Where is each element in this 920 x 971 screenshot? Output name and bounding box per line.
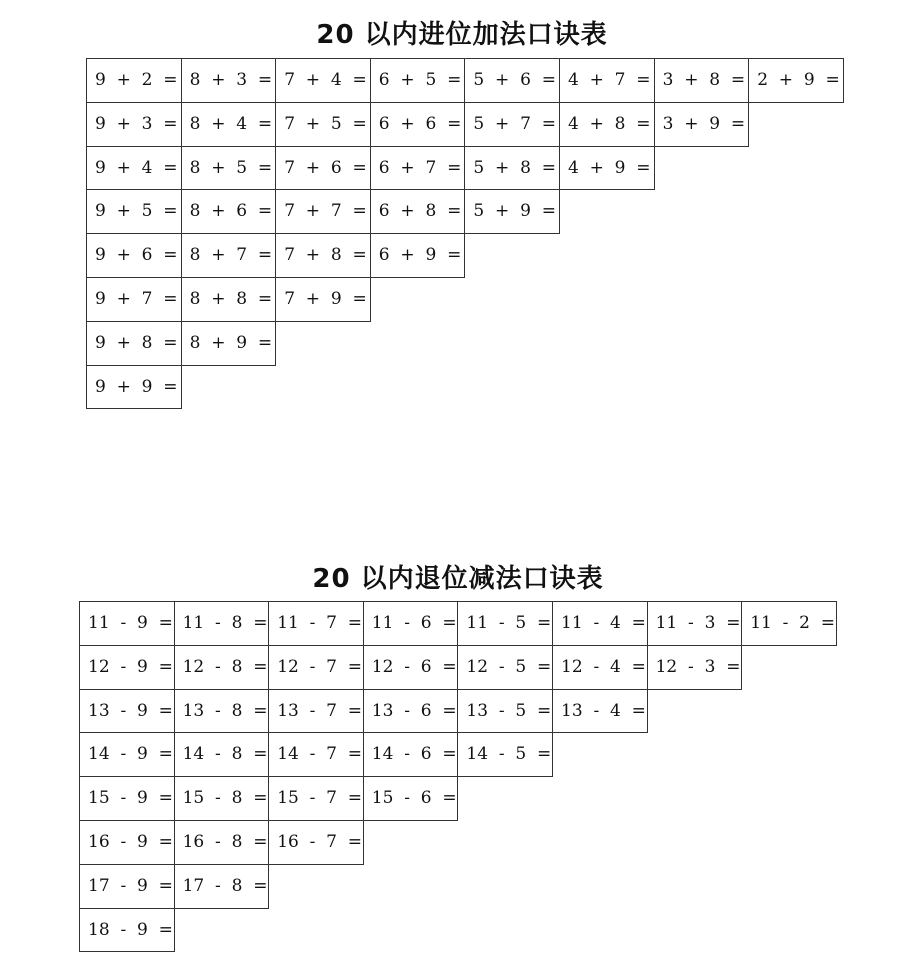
- subtraction-expression-cell: 15 - 8 =: [174, 776, 270, 821]
- addition-expression-cell: 8 + 6 =: [181, 189, 277, 234]
- addition-expression-cell: 6 + 7 =: [370, 146, 466, 191]
- subtraction-expression-cell: 13 - 6 =: [363, 689, 459, 734]
- subtraction-expression-cell: 15 - 7 =: [268, 776, 364, 821]
- addition-expression-cell: 4 + 9 =: [559, 146, 655, 191]
- addition-expression-cell: 8 + 5 =: [181, 146, 277, 191]
- addition-expression-cell: 5 + 9 =: [464, 189, 560, 234]
- addition-expression-cell: 5 + 6 =: [464, 58, 560, 103]
- subtraction-expression-cell: 16 - 8 =: [174, 820, 270, 865]
- addition-expression-cell: 5 + 8 =: [464, 146, 560, 191]
- addition-expression-cell: 8 + 4 =: [181, 102, 277, 147]
- addition-expression-cell: 9 + 3 =: [86, 102, 182, 147]
- subtraction-expression-cell: 13 - 9 =: [79, 689, 175, 734]
- addition-expression-cell: 9 + 8 =: [86, 321, 182, 366]
- subtraction-expression-cell: 14 - 5 =: [457, 732, 553, 777]
- addition-expression-cell: 8 + 3 =: [181, 58, 277, 103]
- addition-expression-cell: 9 + 2 =: [86, 58, 182, 103]
- subtraction-expression-cell: 16 - 9 =: [79, 820, 175, 865]
- subtraction-expression-cell: 11 - 4 =: [552, 601, 648, 646]
- subtraction-expression-cell: 15 - 6 =: [363, 776, 459, 821]
- subtraction-expression-cell: 11 - 2 =: [741, 601, 837, 646]
- addition-expression-cell: 7 + 6 =: [275, 146, 371, 191]
- subtraction-expression-cell: 11 - 3 =: [647, 601, 743, 646]
- subtraction-expression-cell: 16 - 7 =: [268, 820, 364, 865]
- subtraction-expression-cell: 14 - 7 =: [268, 732, 364, 777]
- addition-expression-cell: 4 + 8 =: [559, 102, 655, 147]
- addition-expression-cell: 9 + 9 =: [86, 365, 182, 410]
- addition-expression-cell: 9 + 6 =: [86, 233, 182, 278]
- addition-expression-cell: 9 + 7 =: [86, 277, 182, 322]
- addition-expression-cell: 3 + 9 =: [654, 102, 750, 147]
- addition-expression-cell: 6 + 6 =: [370, 102, 466, 147]
- addition-expression-cell: 8 + 9 =: [181, 321, 277, 366]
- addition-table-title: 20 以内进位加法口诀表: [316, 20, 608, 50]
- subtraction-expression-cell: 13 - 4 =: [552, 689, 648, 734]
- addition-expression-cell: 4 + 7 =: [559, 58, 655, 103]
- addition-expression-cell: 2 + 9 =: [748, 58, 844, 103]
- subtraction-expression-cell: 13 - 7 =: [268, 689, 364, 734]
- subtraction-expression-cell: 15 - 9 =: [79, 776, 175, 821]
- subtraction-expression-cell: 11 - 6 =: [363, 601, 459, 646]
- subtraction-expression-cell: 12 - 5 =: [457, 645, 553, 690]
- addition-expression-cell: 9 + 4 =: [86, 146, 182, 191]
- addition-expression-cell: 7 + 7 =: [275, 189, 371, 234]
- subtraction-expression-cell: 12 - 3 =: [647, 645, 743, 690]
- subtraction-expression-cell: 11 - 5 =: [457, 601, 553, 646]
- subtraction-table-title: 20 以内退位减法口诀表: [312, 564, 604, 594]
- subtraction-expression-cell: 17 - 8 =: [174, 864, 270, 909]
- addition-expression-cell: 9 + 5 =: [86, 189, 182, 234]
- subtraction-expression-cell: 17 - 9 =: [79, 864, 175, 909]
- subtraction-expression-cell: 12 - 7 =: [268, 645, 364, 690]
- addition-expression-cell: 6 + 9 =: [370, 233, 466, 278]
- subtraction-expression-cell: 14 - 9 =: [79, 732, 175, 777]
- subtraction-expression-cell: 12 - 8 =: [174, 645, 270, 690]
- subtraction-expression-cell: 14 - 8 =: [174, 732, 270, 777]
- subtraction-expression-cell: 18 - 9 =: [79, 908, 175, 953]
- addition-expression-cell: 7 + 4 =: [275, 58, 371, 103]
- addition-expression-cell: 5 + 7 =: [464, 102, 560, 147]
- addition-expression-cell: 3 + 8 =: [654, 58, 750, 103]
- subtraction-expression-cell: 11 - 8 =: [174, 601, 270, 646]
- subtraction-expression-cell: 12 - 6 =: [363, 645, 459, 690]
- addition-expression-cell: 8 + 8 =: [181, 277, 277, 322]
- subtraction-expression-cell: 11 - 9 =: [79, 601, 175, 646]
- addition-expression-cell: 6 + 8 =: [370, 189, 466, 234]
- addition-expression-cell: 7 + 9 =: [275, 277, 371, 322]
- subtraction-expression-cell: 11 - 7 =: [268, 601, 364, 646]
- addition-expression-cell: 7 + 8 =: [275, 233, 371, 278]
- subtraction-expression-cell: 13 - 8 =: [174, 689, 270, 734]
- addition-expression-cell: 8 + 7 =: [181, 233, 277, 278]
- addition-expression-cell: 7 + 5 =: [275, 102, 371, 147]
- subtraction-expression-cell: 13 - 5 =: [457, 689, 553, 734]
- subtraction-expression-cell: 14 - 6 =: [363, 732, 459, 777]
- addition-expression-cell: 6 + 5 =: [370, 58, 466, 103]
- subtraction-expression-cell: 12 - 9 =: [79, 645, 175, 690]
- subtraction-expression-cell: 12 - 4 =: [552, 645, 648, 690]
